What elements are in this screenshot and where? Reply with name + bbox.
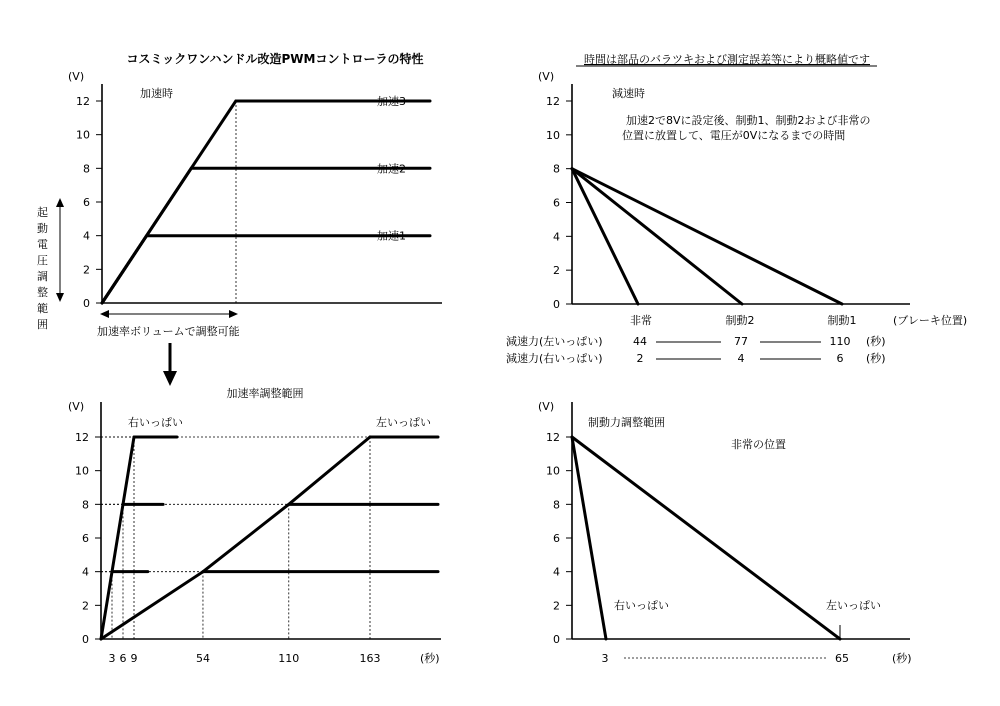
decel-line-3	[572, 169, 842, 304]
table-row2-label: 減速力(右いっぱい)	[506, 352, 603, 365]
brake-left-label: 左いっぱい	[826, 599, 881, 612]
main-title: コスミックワンハンドル改造PWMコントローラの特性	[126, 52, 424, 66]
brake-range-series	[572, 437, 840, 639]
table-r2-c2: 4	[737, 352, 745, 365]
side-arrow-up	[56, 198, 64, 207]
brake-range-ylabel: (V)	[538, 400, 555, 413]
decel-series	[572, 169, 842, 304]
decel-yticks-label-10: 10	[546, 128, 560, 142]
table-r1-c1: 44	[633, 335, 647, 348]
accel-side-label	[37, 198, 64, 331]
brake-right-label: 右いっぱい	[614, 599, 669, 612]
range-yticks-label-2: 2	[82, 599, 89, 613]
accel1-line-label: 加速1	[377, 229, 406, 243]
table-r2-c3: 6	[836, 352, 844, 365]
brake-range-subtitle: 非常の位置	[731, 438, 786, 451]
decel-x-categories	[630, 313, 857, 327]
accel-yticks-label-10: 10	[76, 128, 90, 142]
brake-xtick-3: 3	[601, 652, 609, 665]
decel-yticks-label-0: 0	[553, 298, 560, 311]
range-yticks-label-10: 10	[75, 464, 89, 478]
accel-range-x-ticks	[109, 652, 381, 665]
range-xtick-110: 110	[278, 652, 300, 665]
decel-yticks-label-4: 4	[553, 230, 560, 244]
range-xtick-54: 54	[195, 652, 210, 665]
accel-range-xunit: (秒)	[420, 652, 440, 665]
table-r1-c3: 110	[829, 335, 851, 348]
brake-right-line	[572, 437, 606, 639]
accel-range-panel	[68, 386, 441, 665]
down-arrow	[163, 343, 177, 386]
range-arrow-right	[229, 310, 238, 318]
accel-bottom-label: 加速率ボリュームで調整可能	[97, 325, 240, 338]
brake-range-panel	[538, 400, 912, 665]
accel-yticks-label-8: 8	[83, 162, 90, 176]
brake-yticks-label-2: 2	[553, 599, 560, 613]
decel-panel	[506, 52, 967, 365]
accel-y-ticks	[76, 95, 102, 310]
accel-panel	[37, 51, 442, 386]
right-full-annotation: 右いっぱい	[128, 416, 183, 429]
brake-yticks-label-6: 6	[553, 532, 560, 545]
table-r2-unit: (秒)	[866, 352, 886, 365]
accel2-line-label: 加速2	[377, 162, 406, 176]
accel-range-series	[101, 437, 438, 639]
range-xtick-163: 163	[359, 652, 381, 665]
brake-range-y-ticks	[546, 431, 572, 646]
decel-note-1: 加速2で8Vに設定後、制動1、制動2および非常の	[626, 114, 871, 127]
accel-series	[102, 94, 430, 303]
decel-ylabel: (V)	[538, 70, 555, 83]
accel1-line	[102, 236, 430, 303]
decel-yticks-label-8: 8	[553, 162, 560, 176]
accel3-line	[102, 101, 430, 303]
brake-yticks-label-4: 4	[553, 565, 560, 579]
decel-title: 時間は部品のバラツキおよび測定誤差等により概略値です	[584, 53, 870, 66]
decel-line-1	[572, 169, 638, 304]
left-full-annotation: 左いっぱい	[376, 416, 431, 429]
accel-range-y-ticks	[75, 431, 101, 646]
range-yticks-label-6: 6	[82, 532, 89, 545]
brake-yticks-label-0: 0	[553, 633, 560, 646]
accel-range-ylabel: (V)	[68, 400, 85, 413]
range-xtick-3: 3	[108, 652, 116, 665]
decel-y-ticks	[546, 95, 572, 311]
accel3-line-label: 加速3	[377, 95, 406, 108]
decel-note-2: 位置に放置して、電圧が0Vになるまでの時間	[622, 129, 846, 142]
brake-yticks-label-12: 12	[546, 431, 560, 444]
brake-xtick-65: 65	[835, 652, 849, 665]
side-arrow-down	[56, 293, 64, 302]
accel-panel-label: 加速時	[140, 87, 173, 100]
decel-panel-label: 減速時	[612, 87, 645, 100]
range-xtick-6: 6	[119, 652, 127, 665]
brake-yticks-label-10: 10	[546, 464, 560, 478]
accel-yticks-label-12: 12	[76, 95, 90, 108]
decel-xcat-2: 制動2	[725, 314, 755, 327]
accel-ylabel: (V)	[68, 70, 85, 83]
range-xtick-9: 9	[130, 652, 138, 665]
accel-range-arrow	[100, 310, 238, 318]
accel-yticks-label-2: 2	[83, 263, 90, 277]
range-arrow-left	[100, 310, 109, 318]
right-full-ramp	[101, 437, 134, 639]
decel-table	[506, 334, 886, 365]
table-r1-unit: (秒)	[866, 335, 886, 348]
table-r2-c1: 2	[636, 352, 644, 365]
range-yticks-label-0: 0	[82, 633, 89, 646]
range-yticks-label-4: 4	[82, 565, 89, 579]
side-label-text: 起動電圧調整範囲	[37, 206, 48, 331]
decel-xunit: (ブレーキ位置)	[893, 314, 968, 327]
brake-range-title: 制動力調整範囲	[588, 416, 665, 429]
decel-yticks-label-12: 12	[546, 95, 560, 108]
accel-range-title: 加速率調整範囲	[226, 387, 304, 400]
table-r1-c2: 77	[734, 335, 748, 348]
decel-xcat-3: 制動1	[827, 314, 857, 327]
accel-yticks-label-6: 6	[83, 196, 90, 209]
decel-yticks-label-2: 2	[553, 264, 560, 278]
brake-range-xunit: (秒)	[892, 652, 912, 665]
accel-yticks-label-4: 4	[83, 229, 90, 243]
left-full-ramp	[101, 437, 370, 639]
range-yticks-label-8: 8	[82, 498, 89, 512]
brake-yticks-label-8: 8	[553, 498, 560, 512]
range-yticks-label-12: 12	[75, 431, 89, 444]
decel-xcat-1: 非常	[630, 314, 652, 327]
decel-line-2	[572, 169, 742, 304]
table-row1-label: 減速力(左いっぱい)	[506, 335, 603, 348]
brake-left-line	[572, 437, 840, 639]
accel-yticks-label-0: 0	[83, 297, 90, 310]
decel-yticks-label-6: 6	[553, 196, 560, 210]
